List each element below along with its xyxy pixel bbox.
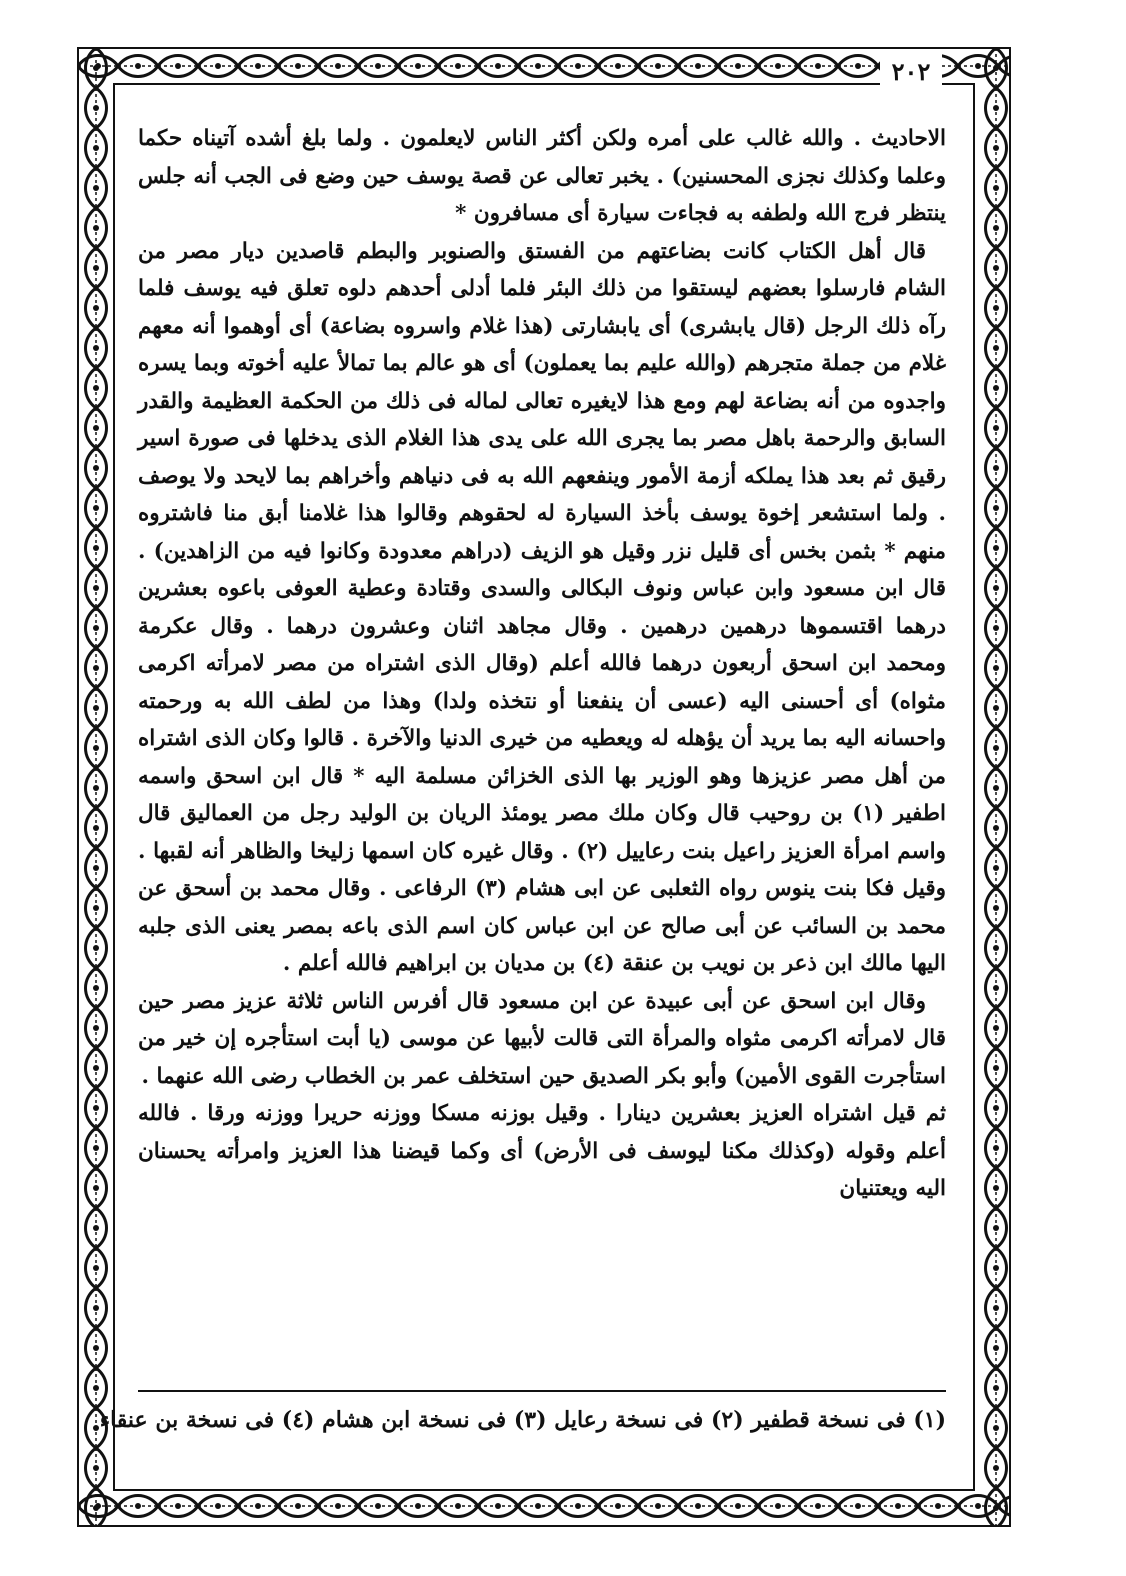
footnotes: (١) فى نسخة قطفير (٢) فى نسخة رعايل (٣) فى نسخة ابن هشام (٤) فى نسخة بن عنقاء	[99, 1407, 946, 1433]
body-text	[138, 120, 946, 1352]
paragraph: الاحاديث . والله غالب على أمره ولكن أكثر الناس لايعلمون . ولما بلغ أشده آتيناه حكما وعلما وكذلك نجزى المحسنين) . يخبر تعالى عن قصة يوسف حين وضع فى الجب أنه جلس ينتظر فرج الله ولطفه به فجاءت سيارة أى مسافرون *	[138, 126, 946, 226]
footnote-divider	[138, 1390, 946, 1392]
paragraph: ثم قيل اشتراه العزيز بعشرين دينارا . وقيل بوزنه مسكا ووزنه حريرا ووزنه ورقا . فالله أعلم وقوله (وكذلك مكنا ليوسف فى الأرض) أى وكما قيضنا هذا العزيز وامرأته يحسنان اليه ويعتنيان	[138, 1101, 946, 1201]
paragraph: وقال ابن اسحق عن أبى عبيدة عن ابن مسعود قال أفرس الناس ثلاثة عزيز مصر حين قال لامرأته اكرمى مثواه والمرأة التى قالت لأبيها عن موسى (يا أبت استأجره إن خير من استأجرت القوى الأمين) وأبو بكر الصديق حين استخلف عمر بن الخطاب رضى الله عنهما .	[138, 988, 946, 1089]
page-number: ٢٠٢	[880, 54, 942, 90]
paragraph: قال أهل الكتاب كانت بضاعتهم من الفستق والصنوبر والبطم قاصدين ديار مصر من الشام فارسلوا بعضهم ليستقوا من ذلك البئر فلما أدلى أحدهم دلوه تعلق فيه يوسف فلما رآه ذلك الرجل (قال يابشرى) أى يابشارتى (هذا غلام واسروه بضاعة) أى أوهموا أنه معهم غلام من جملة متجرهم (والله عليم بما يعملون) أى هو عالم بما تمالأ عليه أخوته وبما يسره واجدوه من أنه بضاعة لهم ومع هذا لايغيره تعالى لماله فى ذلك من الحكمة العظيمة والقدر السابق والرحمة باهل مصر بما يجرى الله على يدى هذا الغلام الذى يدخلها فى صورة اسير رقيق ثم بعد هذا يملكه أزمة الأمور وينفعهم الله به فى دنياهم وأخراهم بما لايحد ولا يوصف . ولما استشعر إخوة يوسف بأخذ السيارة له لحقوهم وقالوا هذا غلامنا أبق منا فاشتروه منهم * بثمن بخس أى قليل نزر وقيل هو الزيف (دراهم معدودة وكانوا فيه من الزاهدين) . قال ابن مسعود وابن عباس ونوف البكالى والسدى وقتادة وعطية العوفى باعوه بعشرين درهما اقتسموها درهمين درهمين . وقال مجاهد اثنان وعشرون درهما . وقال عكرمة ومحمد ابن اسحق أربعون درهما فالله أعلم (وقال الذى اشتراه من مصر لامرأته اكرمى مثواه) أى أحسنى اليه (عسى أن ينفعنا أو نتخذه ولدا) وهذا من لطف الله به ورحمته واحسانه اليه بما يريد أن يؤهله له ويعطيه من خيرى الدنيا والآخرة . قالوا وكان الذى اشتراه من أهل مصر عزيزها وهو الوزير بها الذى الخزائن مسلمة اليه * قال ابن اسحق واسمه اطفير (١) بن روحيب قال وكان ملك مصر يومئذ الريان بن الوليد رجل من العماليق قال واسم امرأة العزيز راعيل بنت رعاييل (٢) . وقال غيره كان اسمها زليخا والظاهر أنه لقبها . وقيل فكا بنت ينوس رواه الثعلبى عن ابى هشام (٣) الرفاعى . وقال محمد بن أسحق عن محمد بن السائب عن أبى صالح عن ابن عباس كان اسم الذى باعه بمصر يعنى الذى جلبه اليها مالك ابن ذعر بن نويب بن عنقة (٤) بن مديان بن ابراهيم فالله أعلم .	[138, 238, 946, 976]
